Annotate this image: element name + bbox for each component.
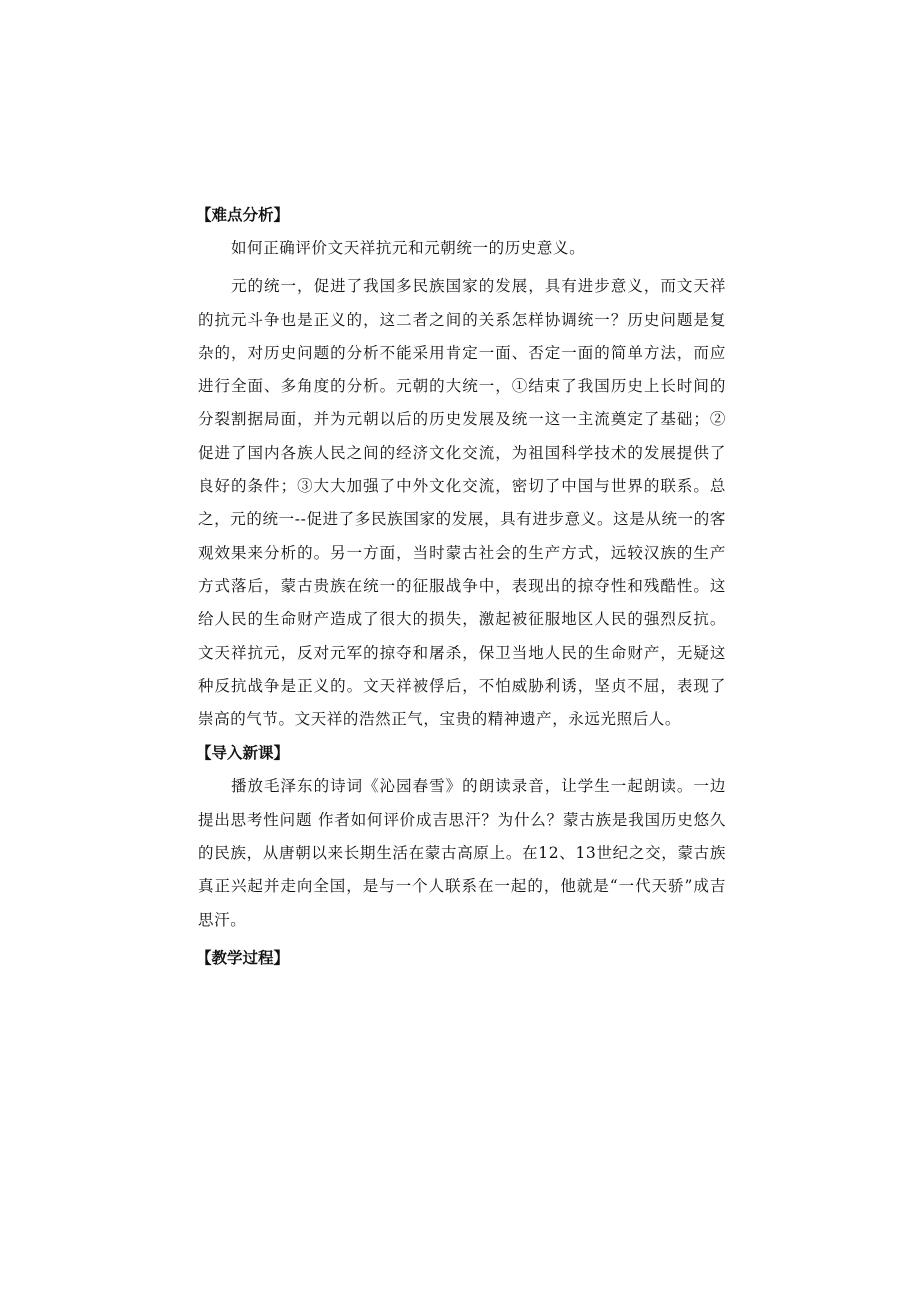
paragraph-difficulty-topic: 如何正确评价文天祥抗元和元朝统一的历史意义。 bbox=[231, 239, 586, 257]
section-heading-lesson-intro: 【导入新课】 bbox=[196, 744, 290, 763]
document-page bbox=[198, 198, 726, 975]
paragraph-difficulty-analysis: 元的统一，促进了我国多民族国家的发展，具有进步意义，而文天祥的抗元斗争也是正义的，这二者之间的关系怎样协调统一？历史问题是复杂的，对历史问题的分析不能采用肯定一面、否定一面的简单方法，而应进行全面、多角度的分析。元朝的大统一，①结束了我国历史上长时间的分裂割据局面，并为元朝以后的历史发展及统一这一主流奠定了基础；②促进了国内各族人民之间的经济文化交流，为祖国科学技术的发展提供了良好的条件；③大大加强了中外文化交流，密切了中国与世界的联系。总之，元的统一--促进了多民族国家的发展，具有进步意义。这是从统一的客观效果来分析的。另一方面，当时蒙古社会的生产方式，远较汉族的生产方式落后，蒙古贵族在统一的征服战争中，表现出的掠夺性和残酷性。这给人民的生命财产造成了很大的损失，激起被征服地区人民的强烈反抗。文天祥抗元，反对元军的掠夺和屠杀，保卫当地人民的生命财产，无疑这种反抗战争是正义的。文天祥被俘后，不怕威胁利诱，坚贞不屈，表现了崇高的气节。文天祥的浩然正气，宝贵的精神遗产，永远光照后人。 bbox=[198, 277, 726, 729]
section-heading-teaching-process: 【教学过程】 bbox=[196, 948, 290, 967]
section-heading-difficulty-analysis: 【难点分析】 bbox=[196, 206, 290, 224]
paragraph-lesson-intro: 播放毛泽东的诗词《沁园春雪》的朗读录音，让学生一起朗读。一边提出思考性问题 作者如何评价成吉思汗？为什么？蒙古族是我国历史悠久的民族，从唐朝以来长期生活在蒙古高原上。在12、13世纪之交，蒙古族真正兴起并走向全国，是与一个人联系在一起的，他就是“一代天骄”成吉思汗。 bbox=[198, 777, 726, 929]
